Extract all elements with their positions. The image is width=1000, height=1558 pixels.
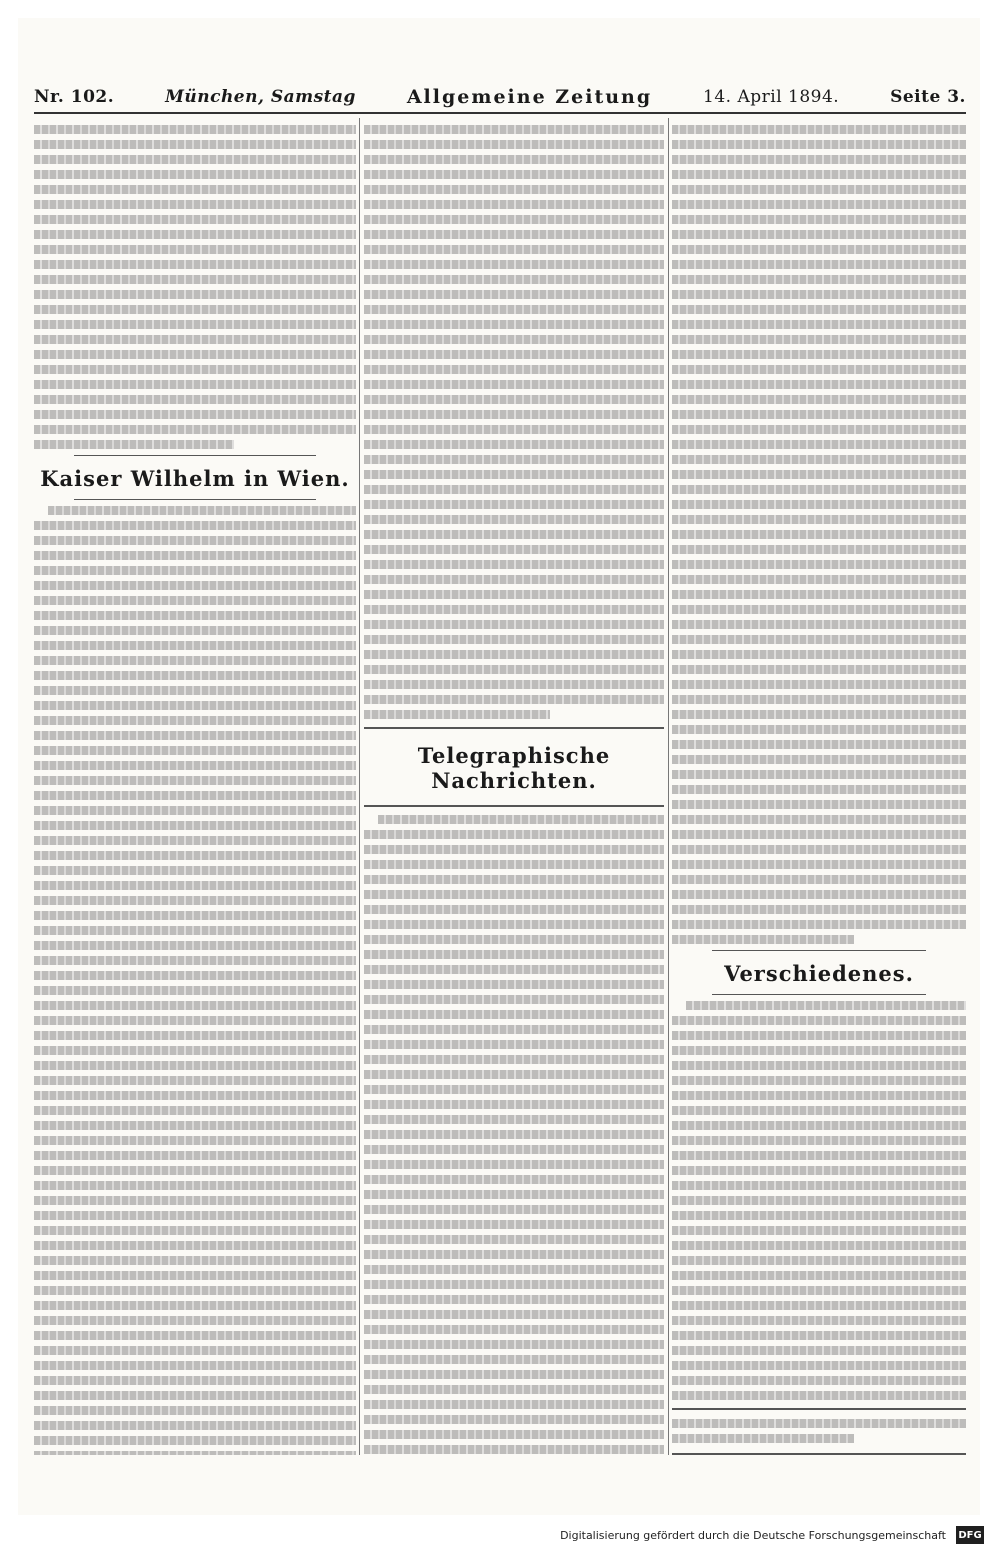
text-line (672, 650, 966, 659)
text-line (34, 305, 356, 314)
text-line (34, 641, 356, 650)
text-line (364, 1295, 664, 1304)
section-separator (74, 455, 316, 456)
text-line (364, 830, 664, 839)
section-heading-box (364, 727, 664, 807)
text-line (672, 1031, 966, 1040)
text-line (34, 1166, 356, 1175)
text-line (364, 1325, 664, 1334)
text-line (34, 596, 356, 605)
text-line (34, 521, 356, 530)
text-line (672, 575, 966, 584)
funding-note: Digitalisierung gefördert durch die Deutsche Forschungsgemeinschaft (560, 1528, 946, 1542)
text-line (672, 560, 966, 569)
text-line (672, 320, 966, 329)
text-line (364, 485, 664, 494)
text-line (34, 185, 356, 194)
text-line (364, 710, 550, 719)
text-line (672, 590, 966, 599)
newspaper-page (18, 18, 980, 1515)
text-line (34, 911, 356, 920)
text-line (672, 860, 966, 869)
text-line (672, 1226, 966, 1235)
newspaper-title: Allgemeine Zeitung (406, 86, 653, 108)
weather-report-box (672, 1408, 966, 1455)
text-line (48, 506, 356, 515)
text-line (672, 305, 966, 314)
text-line (364, 1025, 664, 1034)
text-line (364, 1175, 664, 1184)
text-line (364, 920, 664, 929)
text-line (672, 245, 966, 254)
text-line (34, 956, 356, 965)
text-line (34, 626, 356, 635)
text-line (34, 881, 356, 890)
text-line (672, 200, 966, 209)
text-line (364, 200, 664, 209)
text-line (34, 350, 356, 359)
text-line (672, 800, 966, 809)
text-line (672, 1121, 966, 1130)
text-line (686, 1001, 966, 1010)
text-line (364, 1190, 664, 1199)
text-line (672, 725, 966, 734)
text-line (364, 335, 664, 344)
text-line (364, 650, 664, 659)
text-line (364, 1430, 664, 1439)
text-line (672, 125, 966, 134)
text-line (672, 260, 966, 269)
text-line (672, 1346, 966, 1355)
text-line (672, 845, 966, 854)
text-line (34, 215, 356, 224)
text-line (672, 1091, 966, 1100)
text-line (364, 950, 664, 959)
text-line (364, 1310, 664, 1319)
text-line (672, 1166, 966, 1175)
text-line (364, 905, 664, 914)
text-line (672, 230, 966, 239)
text-line (672, 365, 966, 374)
dfg-logo: DFG (956, 1526, 984, 1544)
text-line (364, 560, 664, 569)
text-line (364, 1085, 664, 1094)
digitization-footer (0, 1524, 1000, 1546)
text-line (364, 380, 664, 389)
text-line (34, 140, 356, 149)
text-line (34, 971, 356, 980)
text-line (672, 635, 966, 644)
text-line (34, 1076, 356, 1085)
text-line (672, 710, 966, 719)
text-line (34, 1376, 356, 1385)
text-line (34, 896, 356, 905)
text-line (34, 1361, 356, 1370)
text-line (364, 425, 664, 434)
text-line (34, 806, 356, 815)
text-line (364, 215, 664, 224)
section-separator (712, 994, 926, 995)
text-line (364, 1160, 664, 1169)
text-line (672, 215, 966, 224)
text-line (672, 1076, 966, 1085)
text-line (34, 380, 356, 389)
column-rule (668, 118, 669, 1455)
text-line (34, 1451, 356, 1455)
text-line (34, 761, 356, 770)
text-line (672, 785, 966, 794)
text-line (672, 620, 966, 629)
text-line (672, 335, 966, 344)
text-line (34, 776, 356, 785)
text-line (34, 1091, 356, 1100)
text-line (364, 1100, 664, 1109)
text-line (672, 665, 966, 674)
text-line (34, 1121, 356, 1130)
text-line (364, 605, 664, 614)
text-line (364, 1370, 664, 1379)
text-line (34, 1286, 356, 1295)
text-line (34, 836, 356, 845)
text-line (364, 980, 664, 989)
text-line (364, 1415, 664, 1424)
text-line (672, 890, 966, 899)
text-line (34, 245, 356, 254)
text-line (672, 1286, 966, 1295)
text-line (34, 701, 356, 710)
text-line (364, 935, 664, 944)
text-line (34, 551, 356, 560)
text-line (34, 1046, 356, 1055)
text-line (364, 1235, 664, 1244)
text-line (364, 230, 664, 239)
text-line (364, 1115, 664, 1124)
text-line (672, 1136, 966, 1145)
text-line (672, 1271, 966, 1280)
text-line (34, 1271, 356, 1280)
text-line (34, 986, 356, 995)
text-line (34, 335, 356, 344)
text-line (364, 1385, 664, 1394)
text-line (364, 860, 664, 869)
text-line (34, 1421, 356, 1430)
text-line (364, 395, 664, 404)
text-line (34, 1226, 356, 1235)
section-heading-kaiser: Kaiser Wilhelm in Wien. (40, 466, 350, 491)
section-separator (74, 499, 316, 500)
text-line (672, 155, 966, 164)
text-line (672, 410, 966, 419)
text-line (34, 1106, 356, 1115)
text-line (34, 425, 356, 434)
text-line (34, 731, 356, 740)
text-line (672, 1434, 854, 1443)
text-line (34, 200, 356, 209)
text-line (34, 1001, 356, 1010)
text-line (672, 440, 966, 449)
text-line (672, 1016, 966, 1025)
text-line (34, 1406, 356, 1415)
issue-date: 14. April 1894. (703, 87, 840, 107)
text-line (672, 1106, 966, 1115)
text-line (364, 680, 664, 689)
column-rule (359, 118, 360, 1455)
text-line (364, 155, 664, 164)
text-line (364, 995, 664, 1004)
text-line (364, 350, 664, 359)
text-line (672, 920, 966, 929)
text-line (672, 1361, 966, 1370)
text-line (364, 290, 664, 299)
text-line (364, 515, 664, 524)
text-line (364, 620, 664, 629)
text-line (364, 1250, 664, 1259)
text-line (672, 815, 966, 824)
text-line (672, 1256, 966, 1265)
text-line (364, 575, 664, 584)
text-line (364, 635, 664, 644)
text-line (34, 566, 356, 575)
text-line (364, 530, 664, 539)
text-line (34, 1181, 356, 1190)
text-line (672, 605, 966, 614)
text-line (364, 1010, 664, 1019)
text-line (364, 125, 664, 134)
text-line (672, 1061, 966, 1070)
text-line (672, 515, 966, 524)
text-line (364, 440, 664, 449)
text-line (34, 821, 356, 830)
text-line (34, 230, 356, 239)
text-line (34, 1241, 356, 1250)
text-line (672, 1316, 966, 1325)
text-line (34, 581, 356, 590)
text-line (34, 866, 356, 875)
text-line (34, 1061, 356, 1070)
text-line (364, 965, 664, 974)
text-line (672, 935, 854, 944)
text-line (34, 1436, 356, 1445)
text-line (364, 845, 664, 854)
text-line (672, 1211, 966, 1220)
section-heading-misc: Verschiedenes. (724, 961, 914, 986)
text-line (364, 875, 664, 884)
text-line (672, 395, 966, 404)
text-line (34, 410, 356, 419)
column-2 (364, 120, 664, 1455)
text-line (672, 1419, 966, 1428)
text-line (364, 365, 664, 374)
text-line (34, 536, 356, 545)
text-line (364, 1220, 664, 1229)
text-line (34, 1016, 356, 1025)
text-line (364, 500, 664, 509)
text-line (364, 1445, 664, 1454)
text-line (672, 1331, 966, 1340)
text-line (672, 290, 966, 299)
text-line (672, 380, 966, 389)
text-line (364, 140, 664, 149)
text-line (34, 941, 356, 950)
text-line (364, 245, 664, 254)
text-line (672, 1196, 966, 1205)
place-and-day: München, Samstag (165, 87, 356, 107)
text-line (34, 1211, 356, 1220)
text-line (34, 365, 356, 374)
text-line (364, 185, 664, 194)
text-line (672, 1151, 966, 1160)
section-heading-telegraph: Telegraphische Nachrichten. (417, 743, 611, 793)
text-line (34, 440, 234, 449)
text-line (34, 1301, 356, 1310)
text-line (364, 1145, 664, 1154)
text-line (34, 671, 356, 680)
text-line (672, 905, 966, 914)
text-line (34, 1331, 356, 1340)
text-line (672, 755, 966, 764)
text-line (364, 1130, 664, 1139)
text-line (34, 125, 356, 134)
text-line (672, 455, 966, 464)
section-separator (712, 950, 926, 951)
text-line (34, 320, 356, 329)
text-line (364, 1400, 664, 1409)
text-line (672, 1181, 966, 1190)
text-line (672, 1241, 966, 1250)
text-line (672, 140, 966, 149)
text-line (34, 1031, 356, 1040)
text-line (364, 695, 664, 704)
text-line (364, 665, 664, 674)
issue-number: Nr. 102. (34, 87, 115, 107)
text-line (364, 1070, 664, 1079)
text-line (364, 260, 664, 269)
text-line (672, 170, 966, 179)
text-line (364, 320, 664, 329)
text-line (34, 746, 356, 755)
text-line (672, 1376, 966, 1385)
text-line (364, 890, 664, 899)
text-line (378, 815, 664, 824)
text-line (364, 1040, 664, 1049)
text-line (672, 680, 966, 689)
text-line (34, 656, 356, 665)
text-line (34, 1196, 356, 1205)
text-line (34, 1151, 356, 1160)
text-line (672, 1046, 966, 1055)
text-line (34, 1256, 356, 1265)
text-line (672, 1301, 966, 1310)
page-number: Seite 3. (890, 87, 966, 107)
text-line (672, 875, 966, 884)
text-line (34, 791, 356, 800)
text-line (672, 770, 966, 779)
text-line (34, 1346, 356, 1355)
text-line (34, 611, 356, 620)
text-line (364, 1205, 664, 1214)
text-line (364, 455, 664, 464)
column-3 (672, 120, 966, 1455)
text-line (34, 716, 356, 725)
text-line (34, 275, 356, 284)
column-1 (34, 120, 356, 1455)
text-line (672, 185, 966, 194)
text-line (364, 1280, 664, 1289)
text-line (34, 1391, 356, 1400)
text-line (672, 830, 966, 839)
text-line (672, 545, 966, 554)
text-line (672, 530, 966, 539)
text-line (672, 350, 966, 359)
text-line (34, 1316, 356, 1325)
text-line (672, 740, 966, 749)
text-line (364, 275, 664, 284)
text-line (34, 155, 356, 164)
text-line (672, 1391, 966, 1400)
text-line (364, 470, 664, 479)
text-line (672, 425, 966, 434)
text-line (34, 926, 356, 935)
page-header (34, 82, 966, 114)
text-line (364, 545, 664, 554)
text-line (672, 470, 966, 479)
text-line (34, 170, 356, 179)
text-line (34, 1136, 356, 1145)
text-line (34, 290, 356, 299)
text-line (672, 275, 966, 284)
text-line (364, 305, 664, 314)
text-line (672, 485, 966, 494)
text-line (672, 500, 966, 509)
text-line (34, 395, 356, 404)
text-line (34, 260, 356, 269)
text-line (364, 1340, 664, 1349)
text-line (364, 1055, 664, 1064)
text-line (364, 1355, 664, 1364)
text-line (364, 1265, 664, 1274)
text-line (34, 686, 356, 695)
text-line (364, 590, 664, 599)
text-line (672, 695, 966, 704)
text-line (364, 410, 664, 419)
text-line (364, 170, 664, 179)
text-line (34, 851, 356, 860)
